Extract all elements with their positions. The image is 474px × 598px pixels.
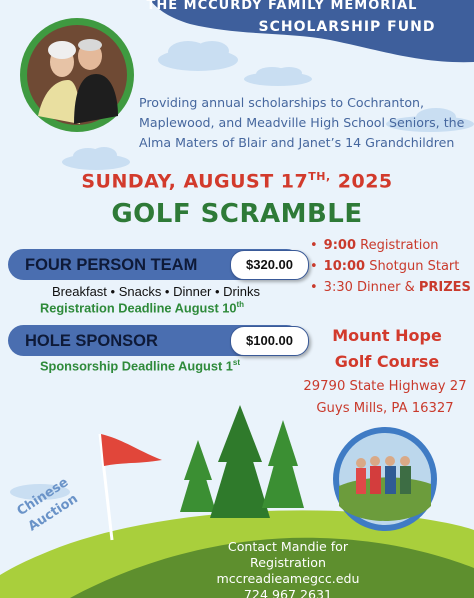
tree-right bbox=[262, 420, 304, 508]
team-deadline bbox=[40, 300, 244, 315]
event-date-suffix: TH, bbox=[308, 170, 331, 183]
intro-text: Providing annual scholarships to Cochranton, Maplewood, and Meadville High School Seniors, the Alma Maters of Blair and Janet’s 14 Grandchildren bbox=[139, 95, 465, 150]
team-price: $320.00 bbox=[230, 250, 309, 280]
venue-address-line1: 29790 State Highway 27 bbox=[303, 379, 467, 394]
contact-line1: Contact Mandie for bbox=[227, 539, 349, 554]
header-title-line1: THE MCCURDY FAMILY MEMORIAL bbox=[146, 0, 418, 13]
schedule-text: 3:30 Dinner & bbox=[323, 280, 419, 295]
venue-address-line2: Guys Mills, PA 16327 bbox=[316, 401, 454, 416]
cloud-2 bbox=[244, 67, 312, 86]
venue-name-line2: Golf Course bbox=[334, 352, 440, 371]
sponsor-deadline-suffix: st bbox=[232, 358, 241, 367]
sponsor-price: $100.00 bbox=[230, 326, 309, 356]
sponsor-label: HOLE SPONSOR bbox=[25, 332, 158, 350]
couple-photo bbox=[18, 16, 136, 134]
tree-center bbox=[210, 405, 270, 518]
golfers-photo bbox=[332, 426, 438, 532]
schedule-text: Registration bbox=[356, 238, 439, 253]
auction-label: Chinese Auction bbox=[14, 474, 81, 535]
contact-email[interactable]: mccreadieamegcc.edu bbox=[216, 571, 360, 586]
team-deadline-text: Registration Deadline August 10 bbox=[40, 300, 237, 316]
schedule-item bbox=[310, 280, 474, 301]
team-deadline-suffix: th bbox=[236, 300, 245, 309]
contact-line2: Registration bbox=[250, 555, 326, 570]
team-label: FOUR PERSON TEAM bbox=[25, 256, 198, 274]
schedule-item bbox=[310, 259, 474, 280]
bullet-icon: • bbox=[310, 259, 318, 274]
sponsor-deadline-text: Sponsorship Deadline August 1 bbox=[40, 358, 233, 374]
schedule-time: 9:00 bbox=[323, 238, 357, 253]
schedule-text: Shotgun Start bbox=[365, 259, 460, 274]
event-title: GOLF SCRAMBLE bbox=[111, 199, 363, 229]
sponsor-deadline bbox=[40, 358, 240, 373]
bullet-icon: • bbox=[310, 238, 318, 253]
tree-left bbox=[180, 440, 216, 512]
golf-flag bbox=[101, 434, 162, 466]
team-includes: Breakfast • Snacks • Dinner • Drinks bbox=[52, 284, 260, 299]
contact-phone[interactable]: 724 967 2631 bbox=[243, 587, 333, 598]
schedule-highlight: PRIZES bbox=[418, 280, 471, 295]
schedule-time: 10:00 bbox=[323, 259, 366, 274]
schedule-list bbox=[310, 238, 474, 301]
event-date-year: 2025 bbox=[330, 170, 393, 193]
bullet-icon: • bbox=[310, 280, 318, 295]
cloud-3 bbox=[62, 147, 130, 170]
cloud-1 bbox=[158, 41, 238, 71]
header-title-line2: SCHOLARSHIP FUND bbox=[258, 19, 436, 35]
event-date-main: SUNDAY, AUGUST 17 bbox=[81, 170, 309, 193]
event-date bbox=[0, 170, 474, 192]
schedule-item bbox=[310, 238, 474, 259]
venue-name-line1: Mount Hope bbox=[332, 326, 442, 345]
